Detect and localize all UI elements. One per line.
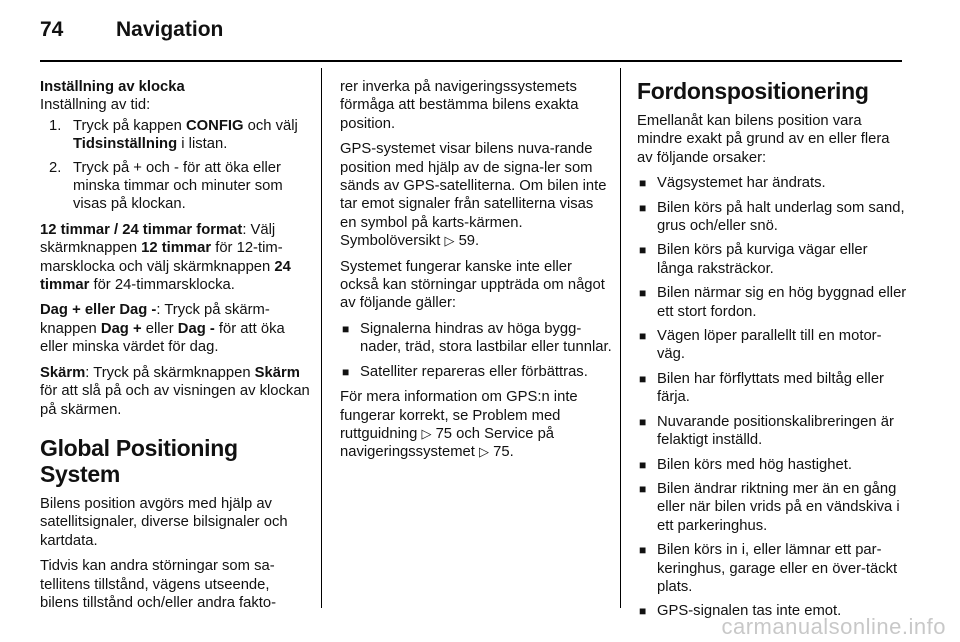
page-ref-icon: ▷ <box>479 444 489 460</box>
page-number: 74 <box>40 18 64 41</box>
list-item: 2. Tryck på + och - för att öka eller minska timmar och minuter som visas på klockan. <box>49 159 283 213</box>
header-rule <box>40 60 902 62</box>
list-item: ■ Satelliter repareras eller förbättras. <box>342 363 588 380</box>
column-1 <box>40 78 310 619</box>
bullet-icon: ■ <box>639 371 647 386</box>
column-2 <box>340 78 612 469</box>
list-item: ■ Bilen närmar sig en hög byggnad eller ett stort fordon. <box>639 285 907 320</box>
watermark: carmanualsonline.info <box>721 614 946 639</box>
clock-heading: Inställning av klocka <box>40 79 185 95</box>
paragraph: Emellanåt kan bilens position vara mindre exakt på grund av en eller flera av följande orsaker: <box>637 113 890 166</box>
page-ref-icon: ▷ <box>444 233 455 249</box>
list-item: ■ Nuvarande positionskalibreringen är felaktigt inställd. <box>639 413 894 449</box>
bullet-icon: ■ <box>639 543 647 558</box>
column-3 <box>637 78 907 628</box>
time-steps <box>40 117 310 214</box>
bullet-icon: ■ <box>639 243 647 258</box>
bullet-icon: ■ <box>639 457 647 472</box>
bullet-list <box>340 320 612 381</box>
time-intro: Inställning av tid: <box>40 97 151 114</box>
paragraph: Systemet fungerar kanske inte eller också kan störningar uppträda om något av följande gäller: <box>340 258 605 312</box>
paragraph: rer inverka på navigeringssystemets förmåga att bestämma bilens exakta position. <box>340 79 579 132</box>
list-item: ■ Vägsystemet har ändrats. <box>639 175 826 192</box>
bullet-list <box>637 174 907 621</box>
page-header <box>40 18 223 42</box>
gps-paragraph: Bilens position avgörs med hjälp av satellitsignaler, diverse bilsignaler och kartdata. <box>40 495 288 549</box>
paragraph: GPS-systemet visar bilens nuva-rande position med hjälp av de signa-ler som sänds av GPS-satelliterna. Om bilen inte tar emot signaler från satelliterna visas en symbol på karts-kärmen. Symbolöversikt ▷ 59. <box>340 141 607 250</box>
bullet-icon: ■ <box>639 200 647 215</box>
list-item: ■ Bilen körs med hög hastighet. <box>639 456 852 473</box>
bullet-icon: ■ <box>639 329 647 344</box>
bullet-icon: ■ <box>639 604 647 619</box>
list-item: ■ Bilen ändrar riktning mer än en gång eller när bilen vrids på en vändskiva i ett parkeringhus. <box>639 480 900 534</box>
screen-paragraph: Skärm: Tryck på skärmknappen Skärm för att slå på och av visningen av klockan på skärmen. <box>40 364 310 418</box>
page-ref-icon: ▷ <box>421 425 432 441</box>
day-paragraph: Dag + eller Dag -: Tryck på skärm-knappen Dag + eller Dag - för att öka eller minska värdet för dag. <box>40 302 285 356</box>
list-item: ■ GPS-signalen tas inte emot. <box>639 603 842 620</box>
gps-heading: Global Positioning System <box>40 434 238 487</box>
list-item: ■ Bilen körs på kurviga vägar eller långa raksträckor. <box>639 242 868 277</box>
list-item: 1. Tryck på kappen CONFIG och välj Tidsinställning i listan. <box>49 117 298 153</box>
list-item: ■ Bilen har förflyttats med biltåg eller färja. <box>639 370 884 406</box>
bullet-icon: ■ <box>639 481 647 496</box>
vehicle-positioning-heading: Fordonspositionering <box>637 78 869 104</box>
column-divider <box>620 68 621 608</box>
list-item: ■ Signalerna hindras av höga bygg-nader, träd, stora lastbilar eller tunnlar. <box>342 320 612 356</box>
list-item: ■ Bilen körs in i, eller lämnar ett par-keringhus, garage eller en över-täckt plats. <box>639 542 898 595</box>
bullet-icon: ■ <box>342 364 350 379</box>
list-item: ■ Vägen löper parallellt till en motor-väg. <box>639 328 882 363</box>
format-paragraph: 12 timmar / 24 timmar format: Välj skärmknappen 12 timmar för 12-tim-marsklocka och välj skärmknappen 24 timmar för 24-timmarsklocka. <box>40 221 291 294</box>
column-divider <box>321 68 322 608</box>
section-title: Navigation <box>116 18 224 41</box>
bullet-icon: ■ <box>639 176 647 191</box>
bullet-icon: ■ <box>639 286 647 301</box>
bullet-icon: ■ <box>342 321 350 336</box>
bullet-icon: ■ <box>639 414 647 429</box>
paragraph: För mera information om GPS:n inte fungerar korrekt, se Problem med ruttguidning ▷ 75 och Service på navigeringssystemet ▷ 75. <box>340 389 578 461</box>
list-item: ■ Bilen körs på halt underlag som sand, grus och/eller snö. <box>639 199 905 235</box>
gps-paragraph: Tidvis kan andra störningar som sa-tellitens tillstånd, vägens utseende, bilens tillstånd och/eller andra fakto- <box>40 558 277 611</box>
